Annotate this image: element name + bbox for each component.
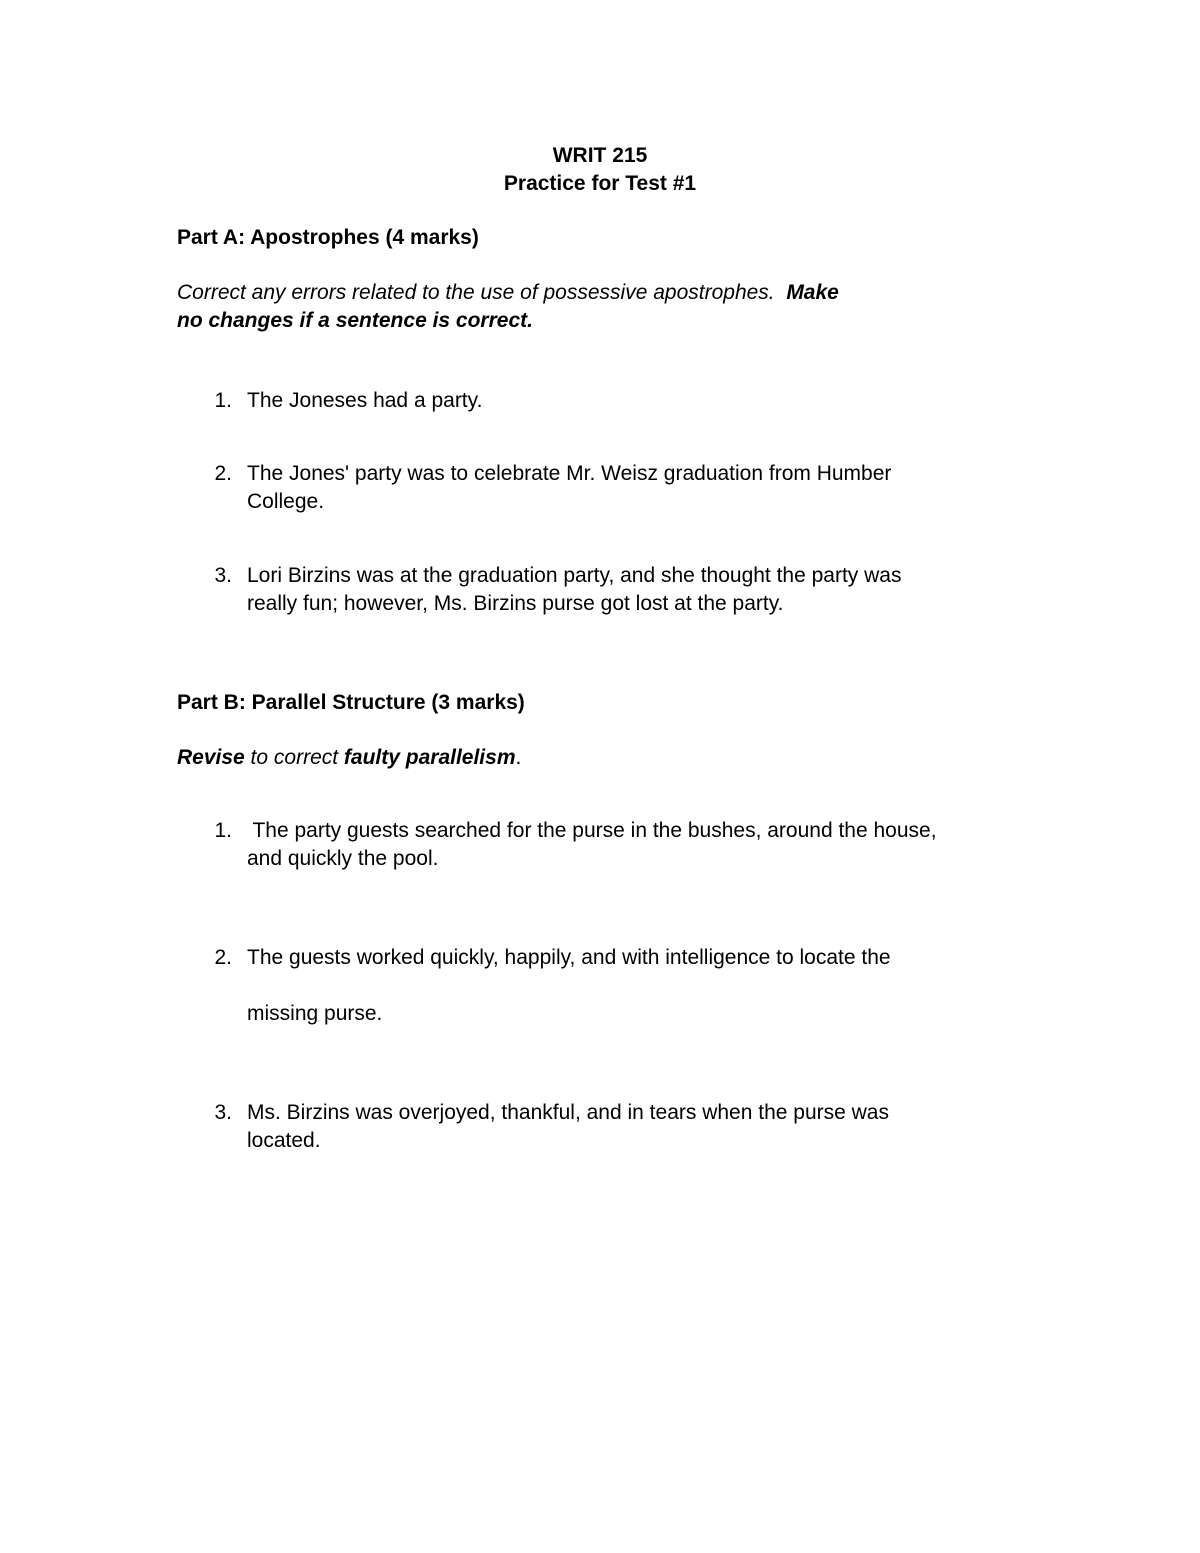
part-b-q3-line2: located. [247, 1129, 321, 1152]
part-b-instruction-end: . [515, 746, 522, 769]
part-a-q1-number: 1. [214, 389, 232, 412]
part-a-instruction-bold-2: no changes if a sentence is correct. [177, 309, 533, 332]
part-b-q2-line2: missing purse. [247, 1002, 383, 1025]
part-b-instruction-faulty: faulty parallelism [343, 746, 516, 769]
part-a-instruction-line1 [177, 279, 839, 307]
part-a-q2-line1: The Jones' party was to celebrate Mr. Weisz graduation from Humber [247, 462, 892, 485]
part-a-instruction-italic: Correct any errors related to the use of possessive apostrophes. [177, 281, 775, 304]
part-b-instruction-revise: Revise [177, 746, 245, 769]
part-b-instruction-mid: to correct [244, 746, 344, 769]
part-b-q1-line2: and quickly the pool. [247, 847, 439, 870]
part-b-heading: Part B: Parallel Structure (3 marks) [177, 691, 525, 714]
part-b-instruction [177, 744, 521, 772]
document-title: Practice for Test #1 [503, 172, 697, 195]
part-a-q2-line2: College. [247, 490, 325, 513]
part-a-q3-line2: really fun; however, Ms. Birzins purse got lost at the party. [247, 592, 784, 615]
part-b-q1-number: 1. [214, 819, 232, 842]
part-b-q1-line1: The party guests searched for the purse in the bushes, around the house, [247, 819, 937, 842]
part-b-q3-number: 3. [214, 1101, 232, 1124]
part-b-q2-number: 2. [214, 946, 232, 969]
part-a-q1-line1: The Joneses had a party. [247, 389, 483, 412]
part-b-q3-line1: Ms. Birzins was overjoyed, thankful, and in tears when the purse was [247, 1101, 889, 1124]
part-a-q3-line1: Lori Birzins was at the graduation party, and she thought the party was [247, 564, 902, 587]
part-b-q2-line1: The guests worked quickly, happily, and with intelligence to locate the [247, 946, 891, 969]
part-a-instruction-bold-1: Make [786, 281, 839, 304]
part-a-heading: Part A: Apostrophes (4 marks) [177, 226, 479, 249]
course-code: WRIT 215 [552, 144, 648, 167]
part-a-q2-number: 2. [214, 462, 232, 485]
part-a-q3-number: 3. [214, 564, 232, 587]
